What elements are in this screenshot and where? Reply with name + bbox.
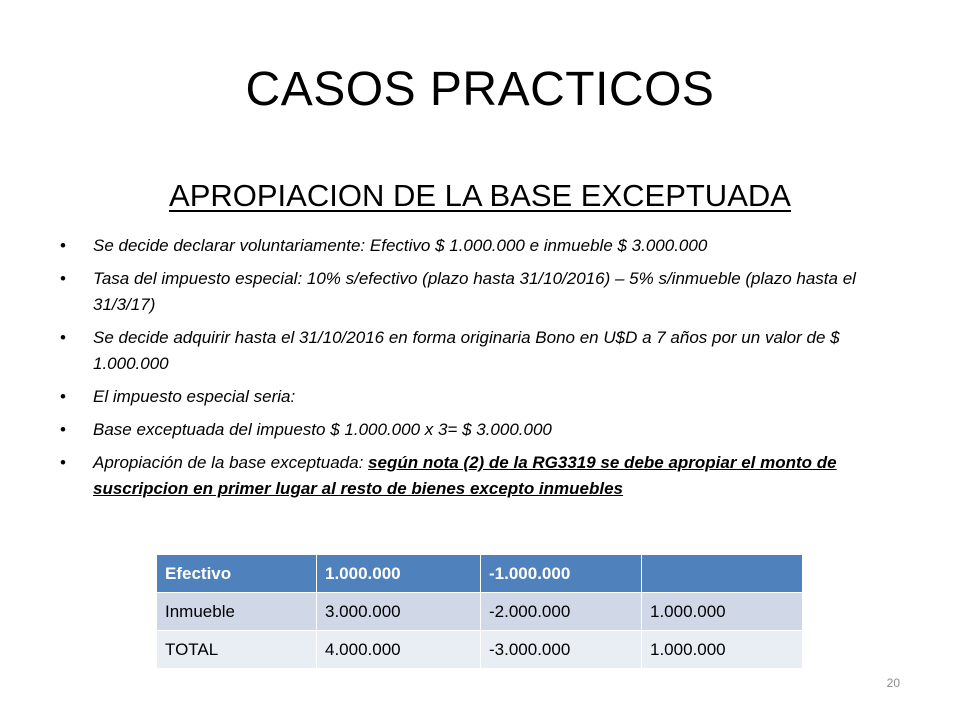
table-row — [157, 631, 803, 669]
table-cell: Inmueble — [157, 593, 317, 631]
table-cell: -2.000.000 — [481, 593, 642, 631]
bullet-emphasis: según nota (2) de la RG3319 se debe apropiar el monto de suscripcion en primer lugar al resto de bienes excepto inmuebles — [93, 453, 837, 498]
table-row — [157, 555, 803, 593]
table-cell: 1.000.000 — [642, 631, 803, 669]
bullet-item — [60, 450, 910, 502]
slide-title: CASOS PRACTICOS — [245, 63, 715, 116]
table-cell: -3.000.000 — [481, 631, 642, 669]
bullet-item — [60, 417, 910, 443]
bullet-item — [60, 233, 910, 259]
bullet-text: El impuesto especial seria: — [93, 387, 296, 406]
table-cell — [642, 555, 803, 593]
table-cell: 4.000.000 — [317, 631, 481, 669]
bullet-list — [60, 233, 910, 509]
table-cell: TOTAL — [157, 631, 317, 669]
data-table — [156, 554, 803, 669]
bullet-text: Se decide declarar voluntariamente: Efectivo $ 1.000.000 e inmueble $ 3.000.000 — [93, 236, 708, 255]
bullet-text: Se decide adquirir hasta el 31/10/2016 en forma originaria Bono en U$D a 7 años por un valor de $ 1.000.000 — [93, 328, 840, 373]
table-cell: Efectivo — [157, 555, 317, 593]
table-row — [157, 593, 803, 631]
page-number: 20 — [886, 676, 900, 690]
table-cell: -1.000.000 — [481, 555, 642, 593]
bullet-item — [60, 384, 910, 410]
bullet-text: Base exceptuada del impuesto $ 1.000.000 x 3= $ 3.000.000 — [93, 420, 552, 439]
table-cell: 1.000.000 — [642, 593, 803, 631]
bullet-item — [60, 266, 910, 318]
bullet-text: Tasa del impuesto especial: 10% s/efectivo (plazo hasta 31/10/2016) – 5% s/inmueble (plazo hasta el 31/3/17) — [93, 269, 856, 314]
bullet-text: Apropiación de la base exceptuada: — [93, 453, 369, 472]
slide-subtitle: APROPIACION DE LA BASE EXCEPTUADA — [169, 178, 791, 213]
table-cell: 3.000.000 — [317, 593, 481, 631]
table-cell: 1.000.000 — [317, 555, 481, 593]
bullet-item — [60, 325, 910, 377]
